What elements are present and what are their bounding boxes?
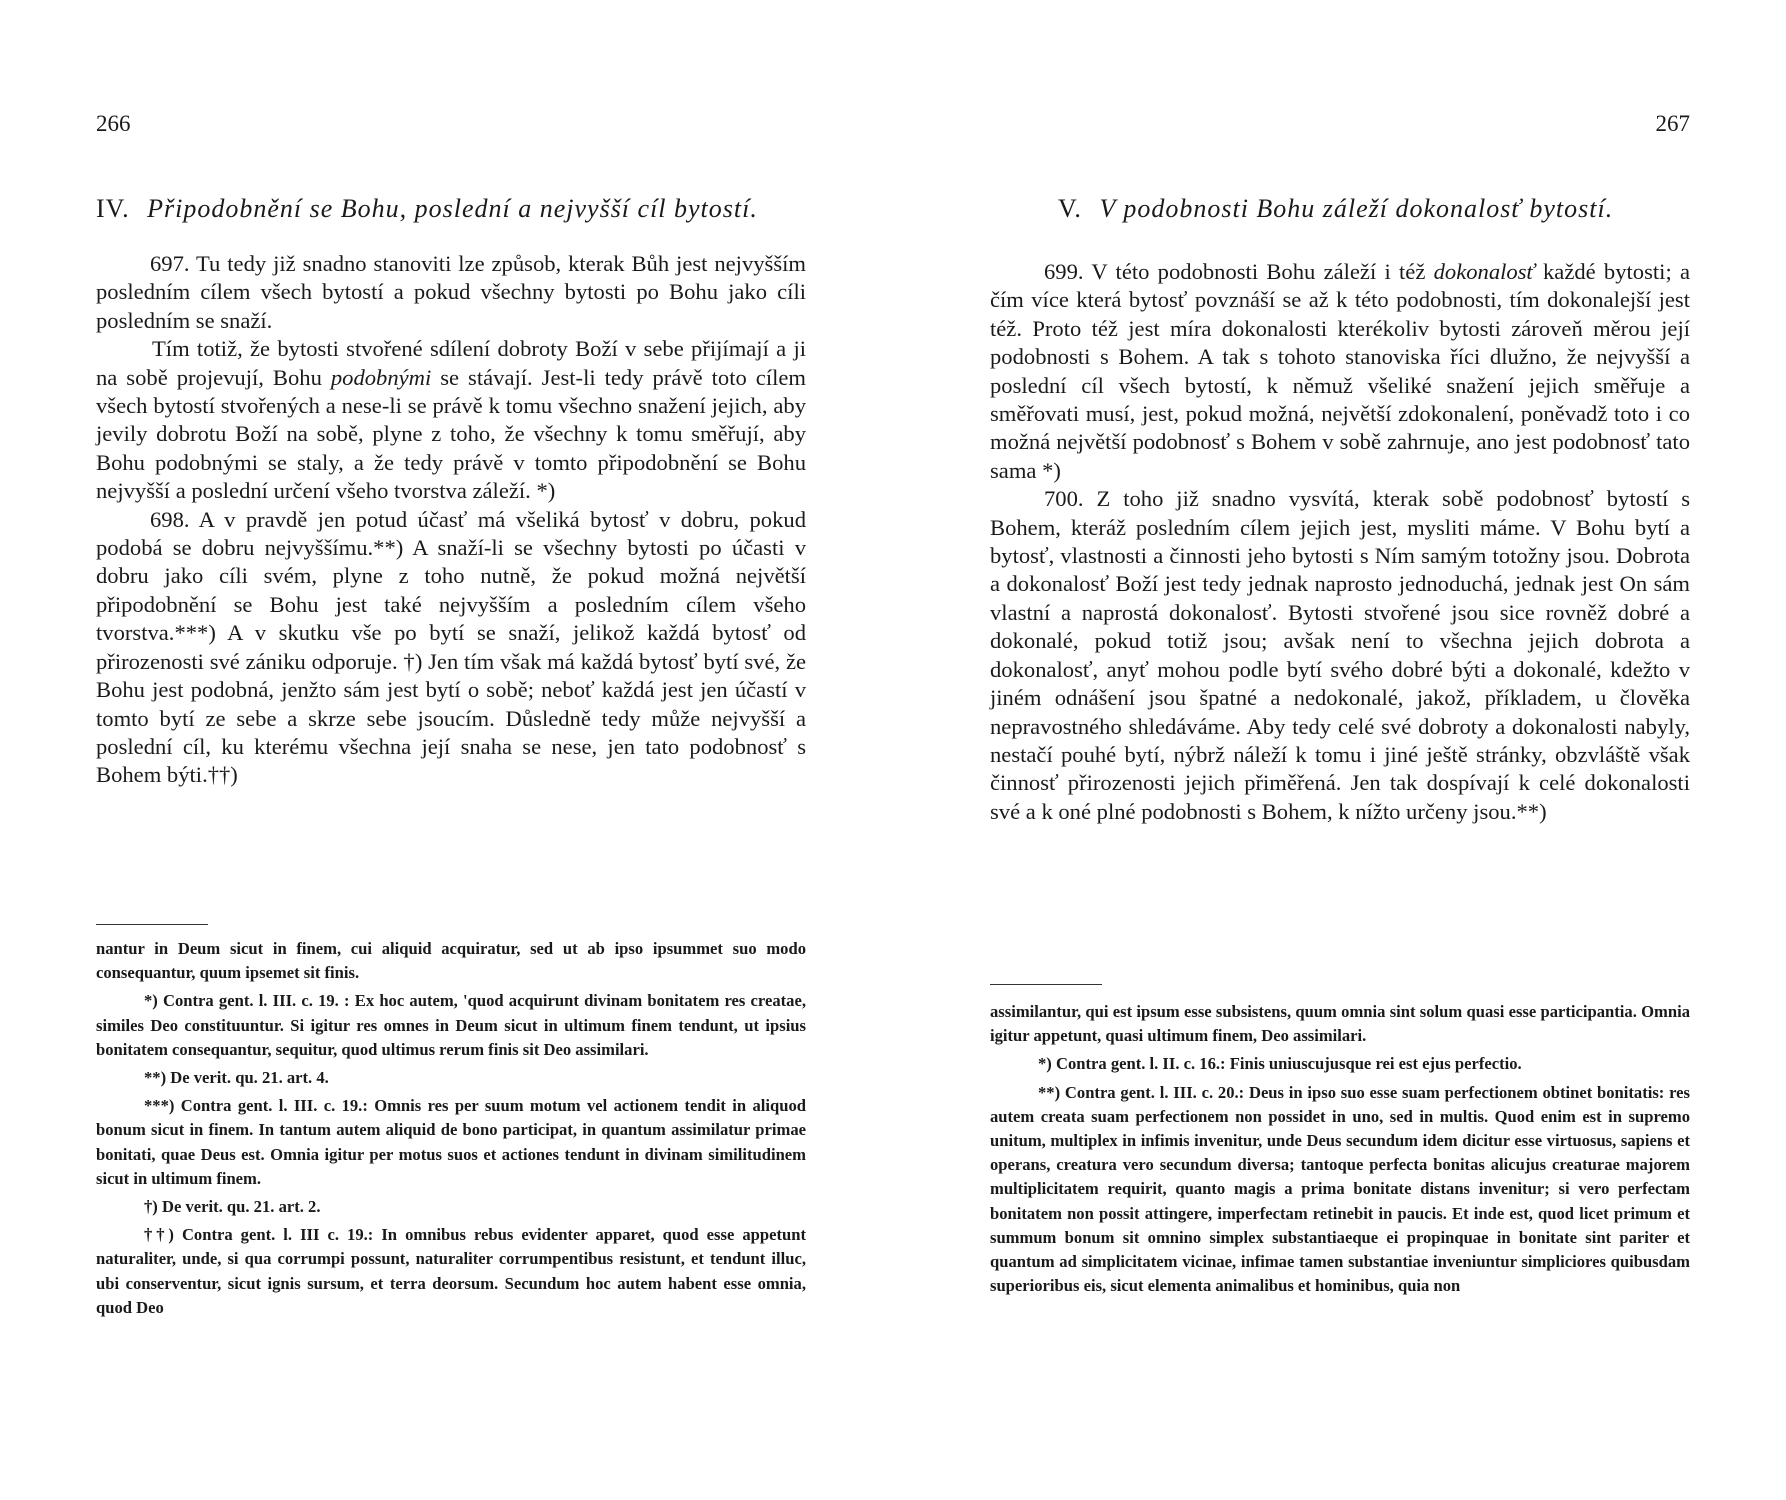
footnotes [990, 1000, 1690, 1298]
footnote-rule [990, 984, 1102, 985]
footnote: *) Contra gent. l. III. c. 19. : Ex hoc autem, 'quod acquirunt divinam bonitatem res creatae, similes Deo constituuntur. Si igitur res omnes in Deum sicut in ultimum finem tendunt, ut ipsius bonitatem consequantur, sequitur, quod ultimus rerum finis sit Deo assimilari. [96, 991, 806, 1059]
emphasis-text: dokonalosť [1433, 259, 1535, 284]
footnote: ***) Contra gent. l. III. c. 19.: Omnis res per suum motum vel actionem tendit in aliquod bonum sicut in finem. In tantum autem aliquid de bono participat, in quantum assimilatur primae bonitati, quae Deus est. Omnia igitur per motus suos et actiones tendunt in divinam similitudinem sicut in ultimum finem. [96, 1096, 806, 1188]
footnote: assimilantur, qui est ipsum esse subsistens, quum omnia sint solum quasi esse participantia. Omnia igitur appetunt, quasi ultimum finem, Deo assimilari. [990, 1002, 1690, 1046]
footnote: †) De verit. qu. 21. art. 2. [144, 1197, 321, 1217]
paragraph-text: Tím totiž, že bytosti stvořené sdílení dobroty Boží v sebe přijímají a ji na sobě projevují, Bohu [96, 336, 806, 390]
paragraph-text: 699. V této podobnosti Bohu záleží i též [1044, 259, 1426, 284]
footnotes [96, 937, 806, 1320]
chapter-title: Připodobnění se Bohu, poslední a nejvyšší cíl bytostí. [147, 194, 758, 223]
paragraph-text: každé bytosti; a čím více která bytosť povznáší se až k této podobnosti, tím dokonalejší jest též. Proto též jest míra dokonalosti kterékoliv bytosti zároveň měrou její podobnosti s Bohem. A tak s tohoto stanoviska říci dlužno, že nejvyšší a poslední cíl všech bytostí, k němuž všeliké snažení jejich směřuje a směřovati musí, jest, pokud možná, největší zdokonalení, poněvadž toto i co možná největší podobnosť s Bohem v sobě zahrnuje, ano jest podobnosť tato sama *) [990, 259, 1691, 483]
page-number: 267 [1655, 111, 1690, 136]
footnote-rule [96, 924, 208, 925]
paragraph: 698. A v pravdě jen potud účasť má vš᠎eliká bytosť v dobru, pokud podobá se dobru nejvyššímu.**) A snaží-li se všechny bytosti po účasti v dobru jako cíli svém, plyne z toho nutně, že pokud možná největší připodobnění se Bohu jest také nejvyšším a posledním cílem všeho tvorstva.***) A v skutku vše po bytí se snaží, jelikož každá bytosť od přirozenosti své zániku odporuje. †) Jen tím však má každá bytosť bytí své, že Bohu jest podobná, jenžto sám jest bytí o sobě; neboť každá jest jen účastí v tomto bytí ze sebe a skrze sebe jsoucím. Důsledně tedy může nejvyšší a poslední cíl, ku kterému všechna její snaha se nese, jen tato podobnosť s Bohem býti.††) [96, 506, 806, 788]
page-number: 266 [96, 111, 131, 136]
paragraph [96, 335, 806, 505]
chapter-heading [96, 194, 758, 224]
footnote: *) Contra gent. l. II. c. 16.: Finis uniuscujusque rei est ejus perfectio. [1038, 1054, 1522, 1074]
body-text [96, 250, 806, 790]
chapter-numeral: V. [1058, 194, 1082, 223]
footnote: **) Contra gent. l. III. c. 20.: Deus in ipso suo esse suam perfectionem obtinet bonitatis: res autem creata suam perfectionem non possidet in uno, sed in multis. Quod enim est in supremo unitum, multiplex in infimis invenitur, unde Deus secundum idem dicitur esse virtuosus, sapiens et operans, creatura vero secundum diversa; tantoque perfecta bonitas alicujus creaturae majorem multiplicitatem requirit, quanto magis a prima bonitate distans invenitur; si vero perfectam bonitatem non possit attingere, imperfectam retinebit in paucis. Et inde est, quod licet primum et summum bonum sit omnino simplex substantiaeque ei propinquae in bonitate sint pariter et quantum ad simplicitatem vicinae, infimae tamen substantiae inveniuntur simpliciores quibusdam superioribus eis, sicut elementa animalibus et hominibus, quia non [990, 1082, 1690, 1296]
paragraph-text: se stávají. Jest-li tedy právě toto cílem všech bytostí stvořených a nese-li se právě k tomu všechno snažení jejich, aby jevily dobrotu Boží na sobě, plyne z toho, že všechny k tomu směřují, aby Bohu podobnými se staly, a že tedy právě v tomto připodobnění se Bohu nejvyšší a poslední určení všeho tvorstva záleží. *) [96, 364, 806, 504]
body-text [990, 258, 1690, 826]
chapter-title: V podobnosti Bohu záleží dokonalosť bytostí. [1099, 194, 1614, 223]
emphasis-text: podobnými [330, 364, 432, 390]
chapter-heading [1058, 194, 1613, 224]
paragraph: 700. Z toho již snadno vysvítá, kterak sobě podobnosť bytostí s Bohem, kteráž posledním cílem jejich jest, mysliti máme. V Bohu bytí a bytosť, vlastnosti a činnosti jeho bytosti s Ním samým totožny jsou. Dobrota a dokonalosť Boží jest tedy jednak naprosto jednoduchá, jednak jest On sám vlastní a naprostá dokonalosť. Bytosti stvořené jsou sice rovněž dobré a dokonalé, pokud totiž jsou; avšak není to všechna jejich dobrota a dokonalosť, anyť mohou podle bytí svého dobré býti a dokonalé, kdežto v jiném odnášení jsou špatné a nedokonalé, jakož, příkladem, u člověka nepravostného shledáváme. Aby tedy celé své dobroty a dokonalosti nabyly, nestačí pouhé bytí, nýbrž náleží k tomu i jiné ještě stránky, obzvláště však činnosť přirozenosti jejich přiměřená. Jen tak dospívají k celé dokonalosti své a k oné plné podobnosti s Bohem, k nížto určeny jsou.**) [990, 486, 1690, 824]
footnote: ††) Contra gent. l. III c. 19.: In omnibus rebus evidenter apparet, quod esse appetunt naturaliter, unde, si qua corrumpi possunt, naturaliter corrumpentibus resistunt, et tendunt illuc, ubi conserventur, sicut ignis sursum, et terra deorsum. Secundum hoc autem habent esse omnia, quod Deo [96, 1225, 806, 1317]
footnote: nantur in Deum sicut in finem, cui aliquid acquiratur, sed ut ab ipso ipsummet suo modo consequantur, quum ipsemet sit finis. [96, 939, 806, 983]
footnote: **) De verit. qu. 21. art. 4. [144, 1068, 329, 1088]
paragraph: 697. Tu tedy již snadno stanoviti lze způsob, kterak Bůh jest nejvyšším posledním cílem všech bytostí a pokud všechny bytosti po Bohu jako cíli posledním se snaží. [96, 251, 806, 333]
chapter-numeral: IV. [96, 194, 130, 223]
paragraph [990, 258, 1690, 485]
